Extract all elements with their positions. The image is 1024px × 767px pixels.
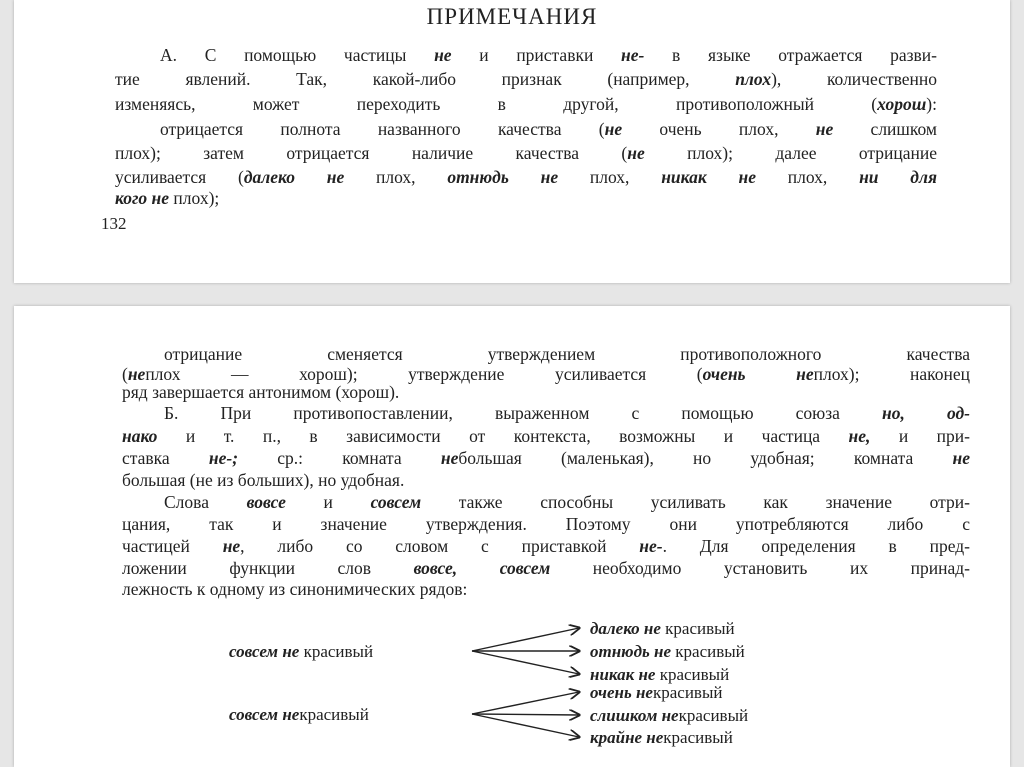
italic-text: слишком не <box>590 706 679 725</box>
diagram-target <box>590 619 735 639</box>
page-title: ПРИМЕЧАНИЯ <box>426 4 598 29</box>
diagram-target <box>590 728 733 748</box>
text-segment: цания, так и значение утверждения. Поэтому они употребляются либо с <box>122 514 970 534</box>
page-bottom <box>14 306 1010 767</box>
diagram-arrows <box>14 306 1010 767</box>
text-segment: ставка <box>122 448 209 468</box>
text-segment: отрицание сменяется утверждением противоположного качества <box>164 344 970 364</box>
text-segment: плох); затем отрицается наличие качества ( <box>115 143 628 163</box>
italic-text: далеко не <box>590 619 661 638</box>
italic-text: не- <box>639 536 663 556</box>
text-segment: красивый <box>652 683 723 702</box>
italic-text: нако <box>122 426 158 446</box>
page-number: 132 <box>101 214 127 233</box>
text-segment: плох — хорош); утверждение усиливается ( <box>145 364 703 384</box>
text-line <box>115 188 937 208</box>
text-segment: красивый <box>678 706 749 725</box>
text-segment: А. С помощью частицы <box>160 45 435 65</box>
italic-text: совсем не <box>229 705 300 724</box>
italic-text: не, <box>848 426 871 446</box>
diagram-target <box>590 642 745 662</box>
italic-text: не-; <box>208 448 239 468</box>
text-segment: большая (маленькая), но удобная; комната <box>458 448 953 468</box>
text-segment: ( <box>122 364 128 384</box>
page-top <box>14 0 1010 283</box>
text-segment: тие явлений. Так, какой-либо признак (например, <box>115 69 736 89</box>
arrow-line <box>472 714 579 715</box>
text-segment: необходимо установить их принад- <box>550 558 970 578</box>
italic-text: не <box>434 45 452 65</box>
text-segment: красивый <box>671 642 745 661</box>
italic-text: кого не <box>115 188 170 208</box>
text-segment: и приставки <box>451 45 622 65</box>
text-segment: плох); наконец <box>813 364 970 384</box>
text-segment: очень плох, <box>622 119 816 139</box>
text-segment: . Для определения в пред- <box>662 536 971 556</box>
italic-text: но, од- <box>882 403 970 423</box>
text-segment: плох); <box>169 188 220 208</box>
text-segment: Слова <box>164 492 247 512</box>
text-segment: плох, <box>755 167 860 187</box>
text-segment: слишком <box>833 119 938 139</box>
text-segment: красивый <box>655 665 730 684</box>
text-line <box>160 45 937 65</box>
text-segment: красивый <box>663 728 733 747</box>
italic-text: не <box>627 143 645 163</box>
italic-text: никак не <box>661 167 756 187</box>
italic-text: совсем <box>370 492 422 512</box>
text-segment: усиливается ( <box>115 167 244 187</box>
text-segment: большая (не из больших), но удобная. <box>122 470 405 490</box>
italic-text: крайне не <box>590 728 664 747</box>
italic-text: не <box>127 364 146 384</box>
text-segment: изменяясь, может переходить в другой, противоположный ( <box>115 94 878 114</box>
text-segment: также способны усиливать как значение отри- <box>421 492 970 512</box>
text-segment: красивый <box>299 705 369 724</box>
text-segment: частицей <box>122 536 223 556</box>
text-segment: красивый <box>660 619 735 638</box>
italic-text: не <box>815 119 834 139</box>
text-segment: плох); далее отрицание <box>644 143 937 163</box>
italic-text: никак не <box>590 665 656 684</box>
text-segment: Б. При противопоставлении, выраженном с помощью союза <box>164 403 883 423</box>
italic-text: плох <box>735 69 772 89</box>
italic-text: отнюдь не <box>447 167 559 187</box>
italic-text: совсем не <box>229 642 300 661</box>
italic-text: не- <box>621 45 645 65</box>
italic-text: вовсе <box>246 492 286 512</box>
italic-text: отнюдь не <box>590 642 672 661</box>
text-segment: отрицается полнота названного качества ( <box>160 119 605 139</box>
diagram-source <box>229 642 373 662</box>
text-segment: ), количественно <box>771 69 937 89</box>
italic-text: хорош <box>877 94 927 114</box>
arrow-line <box>472 692 579 714</box>
text-line <box>115 167 937 187</box>
diagram-target <box>590 683 722 703</box>
text-segment: в языке отражается разви- <box>644 45 938 65</box>
diagram-target <box>590 706 748 726</box>
diagram-source <box>229 705 369 725</box>
arrow-line <box>472 651 579 674</box>
text-segment: ложении функции слов <box>122 558 414 578</box>
text-line <box>115 94 937 114</box>
text-segment: , либо со словом с приставкой <box>240 536 640 556</box>
italic-text: не <box>222 536 241 556</box>
text-segment: лежность к одному из синонимических рядов: <box>122 579 468 599</box>
arrow-line <box>472 628 579 651</box>
text-segment: и <box>285 492 371 512</box>
text-segment: ср.: комната <box>238 448 441 468</box>
italic-text: вовсе, совсем <box>413 558 551 578</box>
italic-text: очень не <box>702 364 814 384</box>
text-segment: ): <box>926 94 937 114</box>
text-line <box>115 69 937 89</box>
text-line <box>160 119 937 139</box>
text-line <box>115 143 937 163</box>
italic-text: не <box>440 448 459 468</box>
italic-text: не <box>952 448 971 468</box>
italic-text: далеко не <box>243 167 345 187</box>
italic-text: ни для <box>859 167 937 187</box>
text-segment: плох, <box>344 167 448 187</box>
text-segment: плох, <box>558 167 662 187</box>
diagram-target <box>590 665 729 685</box>
text-segment: ряд завершается антонимом (хорош). <box>122 382 400 402</box>
text-segment: красивый <box>299 642 374 661</box>
text-segment: и при- <box>870 426 970 446</box>
text-segment: и т. п., в зависимости от контекста, возможны и частица <box>157 426 849 446</box>
italic-text: очень не <box>590 683 653 702</box>
italic-text: не <box>604 119 623 139</box>
arrow-line <box>472 714 579 737</box>
